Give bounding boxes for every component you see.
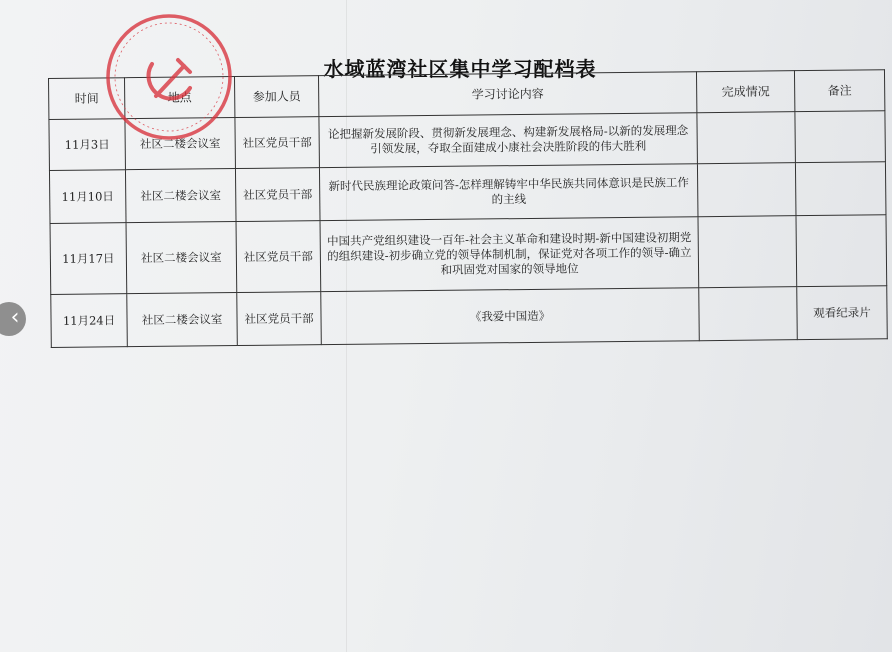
document-title: 水域蓝湾社区集中学习配档表	[323, 57, 597, 81]
cell-attendees: 社区党员干部	[237, 292, 322, 346]
cell-time: 11月17日	[50, 223, 127, 295]
cell-place: 社区二楼会议室	[125, 118, 236, 170]
schedule-table	[48, 69, 888, 348]
cell-place: 社区二楼会议室	[126, 222, 237, 294]
header-place: 地点	[125, 77, 235, 119]
cell-place: 社区二楼会议室	[127, 293, 238, 347]
cell-status	[697, 163, 796, 217]
table-row	[49, 111, 885, 171]
cell-content: 《我爱中国造》	[321, 288, 700, 345]
cell-time: 11月24日	[51, 294, 128, 348]
header-status: 完成情况	[696, 71, 794, 113]
cell-time: 11月3日	[49, 119, 126, 171]
table-row	[50, 215, 887, 295]
header-time: 时间	[49, 78, 125, 120]
header-attendees: 参加人员	[234, 76, 318, 118]
cell-content: 中国共产党组织建设一百年-社会主义革命和建设时期-新中国建设初期党的组织建设-初步确立党的领导体制机制，保证党对各项工作的领导-确立和巩固党对国家的领导地位	[320, 217, 699, 292]
table-row	[49, 162, 886, 224]
cell-time: 11月10日	[49, 170, 126, 224]
cell-status	[698, 216, 797, 288]
cell-note	[796, 215, 887, 287]
cell-status	[697, 112, 796, 164]
cell-attendees: 社区党员干部	[236, 221, 321, 293]
cell-attendees: 社区党员干部	[235, 168, 320, 222]
chevron-left-icon: ‹	[10, 305, 20, 330]
cell-note	[795, 111, 886, 163]
table-row	[51, 286, 888, 348]
cell-note	[795, 162, 886, 216]
cell-note: 观看纪录片	[797, 286, 888, 340]
previous-image-button[interactable]	[0, 302, 26, 336]
cell-content: 新时代民族理论政策问答-怎样理解铸牢中华民族共同体意识是民族工作的主线	[319, 164, 698, 221]
cell-status	[699, 287, 798, 341]
cell-content: 论把握新发展阶段、贯彻新发展理念、构建新发展格局-以新的发展理念引领发展，夺取全面建成小康社会决胜阶段的伟大胜利	[319, 113, 698, 168]
header-content: 学习讨论内容	[318, 72, 696, 117]
header-note: 备注	[794, 70, 884, 112]
cell-place: 社区二楼会议室	[125, 169, 236, 223]
cell-attendees: 社区党员干部	[235, 117, 320, 169]
